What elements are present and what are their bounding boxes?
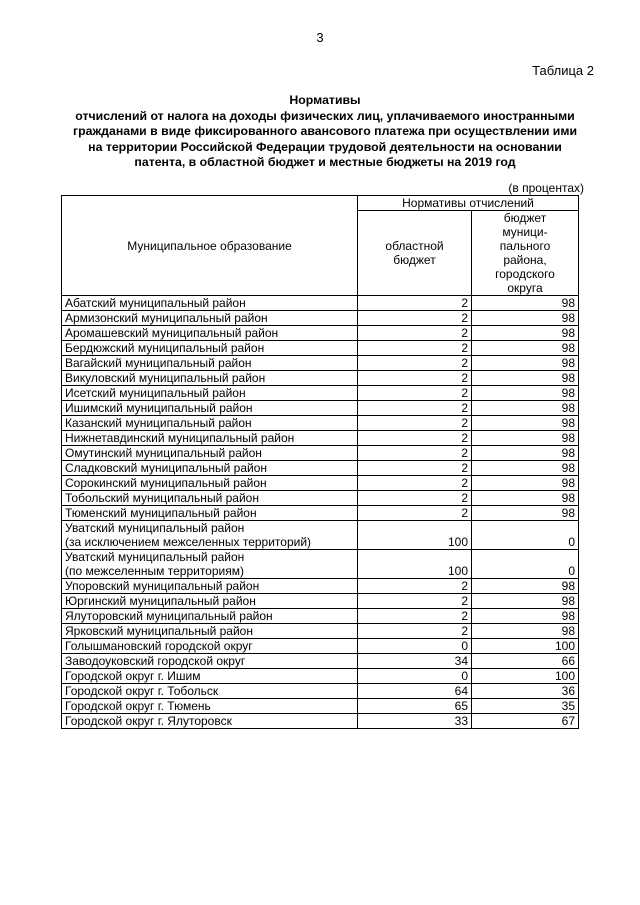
municipality-name-line: Сорокинский муниципальный район [65, 476, 267, 490]
local-budget-cell: 98 [472, 311, 579, 326]
municipality-name-cell [62, 416, 358, 431]
municipality-name-line: Городской округ г. Тюмень [65, 699, 211, 713]
local-budget-cell: 98 [472, 594, 579, 609]
municipality-name-cell [62, 311, 358, 326]
municipality-name-cell [62, 550, 358, 579]
local-budget-cell: 100 [472, 639, 579, 654]
table-row [62, 699, 579, 714]
table-row [62, 521, 579, 550]
municipality-name-line: Казанский муниципальный район [65, 416, 252, 430]
local-budget-cell: 98 [472, 371, 579, 386]
local-budget-cell: 98 [472, 624, 579, 639]
regional-budget-cell: 2 [358, 326, 472, 341]
header-line: района, [503, 253, 547, 267]
regional-budget-cell: 2 [358, 491, 472, 506]
municipality-name-cell [62, 714, 358, 729]
municipality-name-line: Тюменский муниципальный район [65, 506, 257, 520]
municipality-name-line: (по межселенным территориям) [65, 564, 244, 578]
municipality-name-line: Омутинский муниципальный район [65, 446, 262, 460]
regional-budget-cell: 65 [358, 699, 472, 714]
norms-table [61, 195, 579, 729]
local-budget-cell: 98 [472, 431, 579, 446]
heading-line: гражданами в виде фиксированного авансового платежа при осуществлении ими [72, 124, 578, 138]
local-budget-cell: 67 [472, 714, 579, 729]
local-budget-cell: 100 [472, 669, 579, 684]
table-body [62, 296, 579, 729]
regional-budget-cell: 2 [358, 401, 472, 416]
regional-budget-cell: 2 [358, 446, 472, 461]
table-row [62, 579, 579, 594]
local-budget-cell: 98 [472, 341, 579, 356]
municipality-name-cell [62, 401, 358, 416]
municipality-name-cell [62, 624, 358, 639]
table-row [62, 371, 579, 386]
regional-budget-cell: 100 [358, 521, 472, 550]
table-row [62, 669, 579, 684]
header-line: муници- [502, 225, 548, 239]
local-budget-cell: 0 [472, 521, 579, 550]
local-budget-cell: 98 [472, 579, 579, 594]
local-budget-cell: 98 [472, 506, 579, 521]
table-row [62, 461, 579, 476]
regional-budget-cell: 2 [358, 476, 472, 491]
local-budget-column-header [472, 211, 579, 296]
table-row [62, 506, 579, 521]
regional-budget-cell: 2 [358, 609, 472, 624]
table-row [62, 431, 579, 446]
municipality-name-cell [62, 669, 358, 684]
header-line: городского [495, 267, 555, 281]
local-budget-cell: 66 [472, 654, 579, 669]
local-budget-cell: 98 [472, 386, 579, 401]
local-budget-cell: 98 [472, 416, 579, 431]
municipality-name-cell [62, 579, 358, 594]
municipality-name-cell [62, 506, 358, 521]
local-budget-cell: 98 [472, 446, 579, 461]
municipality-name-cell [62, 684, 358, 699]
header-line: областной [385, 239, 444, 253]
municipality-name-cell [62, 491, 358, 506]
municipality-name-line: Сладковский муниципальный район [65, 461, 267, 475]
header-line: пального [499, 239, 551, 253]
regional-budget-column-header [358, 211, 472, 296]
municipality-name-cell [62, 461, 358, 476]
table-row [62, 550, 579, 579]
header-line: бюджет [393, 253, 436, 267]
table-row [62, 594, 579, 609]
document-heading [50, 93, 600, 171]
heading-line: Нормативы [289, 93, 361, 107]
municipality-name-line: Армизонский муниципальный район [65, 311, 268, 325]
municipality-name-cell [62, 341, 358, 356]
table-row [62, 609, 579, 624]
municipality-name-line: Аромашевский муниципальный район [65, 326, 279, 340]
municipality-name-line: Ялуторовский муниципальный район [65, 609, 273, 623]
municipality-name-cell [62, 431, 358, 446]
municipality-name-cell [62, 356, 358, 371]
municipality-name-line: Голышмановский городской округ [65, 639, 253, 653]
heading-line: отчислений от налога на доходы физических лиц, уплачиваемого иностранными [75, 108, 575, 123]
local-budget-cell: 98 [472, 326, 579, 341]
page-number: 3 [316, 30, 324, 45]
regional-budget-cell: 2 [358, 624, 472, 639]
regional-budget-cell: 2 [358, 461, 472, 476]
heading-line: на территории Российской Федерации трудовой деятельности на основании [88, 139, 562, 154]
local-budget-cell: 98 [472, 401, 579, 416]
local-budget-cell: 98 [472, 461, 579, 476]
municipality-name-cell [62, 296, 358, 311]
regional-budget-cell: 2 [358, 371, 472, 386]
header-line: бюджет [503, 211, 547, 225]
municipality-name-line: Нижнетавдинский муниципальный район [65, 431, 295, 445]
regional-budget-cell: 64 [358, 684, 472, 699]
municipality-name-cell [62, 654, 358, 669]
local-budget-cell: 98 [472, 609, 579, 624]
municipality-name-line: Упоровский муниципальный район [65, 579, 260, 593]
municipality-name-line: (за исключением межселенных территорий) [65, 535, 312, 549]
regional-budget-cell: 2 [358, 341, 472, 356]
municipality-name-line: Уватский муниципальный район [65, 521, 245, 535]
municipality-name-cell [62, 699, 358, 714]
heading-line: патента, в областной бюджет и местные бюджеты на 2019 год [134, 155, 516, 169]
regional-budget-cell: 2 [358, 356, 472, 371]
table-row [62, 296, 579, 311]
table-label: Таблица 2 [532, 63, 594, 78]
local-budget-cell: 98 [472, 356, 579, 371]
municipality-name-line: Ярковский муниципальный район [65, 624, 253, 638]
municipality-name-line: Абатский муниципальный район [65, 296, 246, 310]
municipality-name-line: Юргинский муниципальный район [65, 594, 256, 608]
regional-budget-cell: 2 [358, 311, 472, 326]
table-row [62, 684, 579, 699]
regional-budget-cell: 2 [358, 594, 472, 609]
local-budget-cell: 0 [472, 550, 579, 579]
regional-budget-cell: 2 [358, 431, 472, 446]
municipality-name-line: Городской округ г. Тобольск [65, 684, 219, 698]
unit-note: (в процентах) [508, 181, 584, 195]
regional-budget-cell: 34 [358, 654, 472, 669]
municipality-name-line: Городской округ г. Ишим [65, 669, 201, 683]
regional-budget-cell: 2 [358, 296, 472, 311]
regional-budget-cell: 100 [358, 550, 472, 579]
regional-budget-cell: 0 [358, 669, 472, 684]
municipality-name-line: Викуловский муниципальный район [65, 371, 266, 385]
municipality-name-line: Вагайский муниципальный район [65, 356, 252, 370]
table-row [62, 416, 579, 431]
local-budget-cell: 98 [472, 296, 579, 311]
municipality-name-cell [62, 521, 358, 550]
table-row [62, 446, 579, 461]
regional-budget-cell: 2 [358, 579, 472, 594]
regional-budget-cell: 2 [358, 386, 472, 401]
municipality-name-cell [62, 639, 358, 654]
table-row [62, 476, 579, 491]
local-budget-cell: 36 [472, 684, 579, 699]
municipality-name-line: Уватский муниципальный район [65, 550, 245, 564]
regional-budget-cell: 0 [358, 639, 472, 654]
municipality-name-line: Городской округ г. Ялуторовск [65, 714, 232, 728]
table-row [62, 714, 579, 729]
municipality-name-line: Заводоуковский городской округ [65, 654, 246, 668]
table-row [62, 326, 579, 341]
municipality-name-line: Бердюжский муниципальный район [65, 341, 265, 355]
regional-budget-cell: 2 [358, 506, 472, 521]
local-budget-cell: 98 [472, 491, 579, 506]
table-row [62, 356, 579, 371]
municipality-name-cell [62, 326, 358, 341]
municipality-name-cell [62, 609, 358, 624]
local-budget-cell: 98 [472, 476, 579, 491]
municipality-column-header: Муниципальное образование [62, 196, 358, 296]
header-line: округа [507, 281, 543, 295]
regional-budget-cell: 2 [358, 416, 472, 431]
table-row [62, 311, 579, 326]
municipality-name-line: Тобольский муниципальный район [65, 491, 259, 505]
municipality-name-cell [62, 386, 358, 401]
municipality-name-cell [62, 371, 358, 386]
table-row [62, 386, 579, 401]
municipality-name-cell [62, 594, 358, 609]
regional-budget-cell: 33 [358, 714, 472, 729]
table-row [62, 624, 579, 639]
table-row [62, 639, 579, 654]
municipality-name-cell [62, 476, 358, 491]
municipality-name-cell [62, 446, 358, 461]
local-budget-cell: 35 [472, 699, 579, 714]
municipality-name-line: Исетский муниципальный район [65, 386, 246, 400]
table-row [62, 491, 579, 506]
table-row [62, 401, 579, 416]
municipality-name-line: Ишимский муниципальный район [65, 401, 253, 415]
norms-group-header: Нормативы отчислений [358, 196, 579, 211]
table-row [62, 654, 579, 669]
table-row [62, 341, 579, 356]
